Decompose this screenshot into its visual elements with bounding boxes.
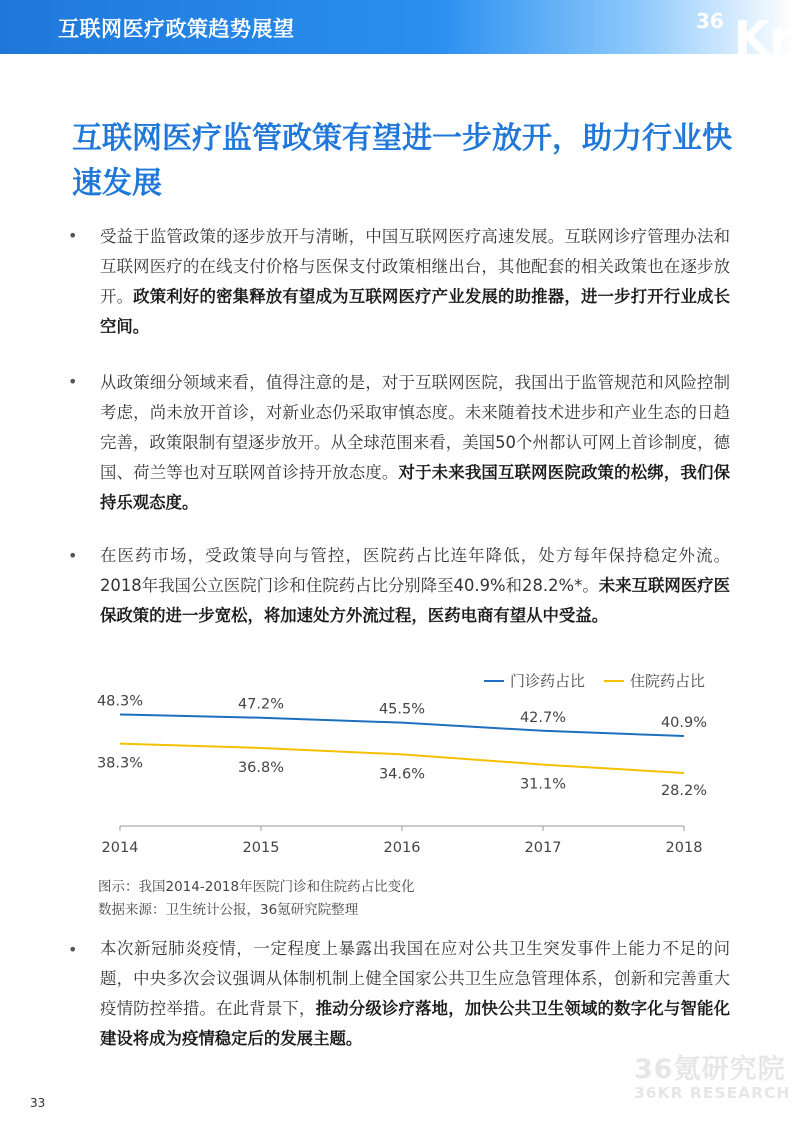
drug-ratio-line-chart: [90, 695, 730, 865]
paragraph-2: [100, 368, 730, 518]
data-label-outpatient-2014: 48.3%: [96, 695, 144, 710]
bullet-1: •: [68, 226, 78, 245]
legend-label-outpatient: 门诊药占比: [510, 672, 586, 690]
bullet-3: •: [68, 546, 78, 565]
bullet-2: •: [68, 372, 78, 391]
page-number: 33: [30, 1096, 46, 1110]
logo-text-36: 36: [696, 9, 724, 33]
data-label-inpatient-2016: 34.6%: [378, 766, 426, 783]
watermark-en: 36KR RESEARCH: [634, 1084, 791, 1102]
paragraph-4-text: 本次新冠肺炎疫情，一定程度上暴露出我国在应对公共卫生突发事件上能力不足的问题，中央多次会议强调从体制机制上健全国家公共卫生应急管理体系，创新和完善重大疫情防控举措。在此背景下，: [100, 939, 730, 1018]
data-label-outpatient-2016: 45.5%: [378, 701, 426, 718]
data-label-inpatient-2015: 36.8%: [237, 759, 285, 776]
page-title: 互联网医疗监管政策有望进一步放开，助力行业快速发展: [72, 121, 732, 201]
paragraph-3-text: 在医药市场，受政策导向与管控，医院药占比连年降低，处方每年保持稳定外流。2018年我国公立医院门诊和住院药占比分别降至40.9%和28.2%*。: [100, 546, 730, 595]
data-label-inpatient-2017: 31.1%: [519, 776, 567, 793]
series-line-outpatient: [120, 715, 684, 737]
logo-text-kr: Kr: [734, 11, 793, 54]
paragraph-2-highlight: 对于未来我国互联网医院政策的松绑，我们保持乐观态度。: [100, 463, 731, 512]
paragraph-4-highlight: 推动分级诊疗落地，加快公共卫生领域的数字化与智能化建设将成为疫情稳定后的发展主题。: [100, 999, 730, 1048]
legend-swatch-outpatient: [484, 680, 504, 682]
bullet-4: •: [68, 940, 78, 959]
paragraph-3: [100, 541, 730, 631]
legend-swatch-inpatient: [604, 680, 624, 682]
x-tick-label-2017: 2017: [524, 840, 562, 856]
paragraph-3-highlight: 未来互联网医疗医保政策的进一步宽松，将加速处方外流过程，医药电商有望从中受益。: [100, 576, 731, 625]
paragraph-2-text: 从政策细分领域来看，值得注意的是，对于互联网医院，我国出于监管规范和风险控制考虑，尚未放开首诊，对新业态仍采取审慎态度。未来随着技术进步和产业生态的日趋完善，政策限制有望逐步放开。从全球范围来看，美国50个州都认可网上首诊制度，德国、荷兰等也对互联网首诊持开放态度。: [100, 373, 730, 482]
data-label-outpatient-2017: 42.7%: [519, 709, 567, 726]
watermark: [634, 1056, 790, 1102]
watermark-cn: 36氪研究院: [634, 1054, 786, 1085]
source-caption: 数据来源：卫生统计公报，36氪研究院整理: [98, 902, 359, 918]
header-title: 互联网医疗政策趋势展望: [58, 17, 295, 41]
paragraph-1-highlight: 政策利好的密集释放有望成为互联网医疗产业发展的助推器，进一步打开行业成长空间。: [100, 287, 731, 336]
data-label-inpatient-2014: 38.3%: [96, 755, 144, 772]
x-tick-label-2015: 2015: [242, 840, 280, 856]
legend-label-inpatient: 住院药占比: [630, 672, 706, 690]
figure-caption: 图示：我国2014-2018年医院门诊和住院药占比变化: [98, 879, 415, 895]
x-tick-label-2018: 2018: [665, 840, 703, 856]
x-tick-label-2016: 2016: [383, 840, 421, 856]
x-tick-label-2014: 2014: [101, 840, 139, 856]
36kr-logo: [696, 0, 794, 54]
data-label-inpatient-2018: 28.2%: [660, 783, 708, 800]
paragraph-4: [100, 934, 730, 1054]
data-label-outpatient-2015: 47.2%: [237, 696, 285, 713]
paragraph-1-text: 受益于监管政策的逐步放开与清晰，中国互联网医疗高速发展。互联网诊疗管理办法和互联网医疗的在线支付价格与医保支付政策相继出台，其他配套的相关政策也在逐步放开。: [100, 227, 730, 306]
paragraph-1: [100, 222, 730, 342]
data-label-outpatient-2018: 40.9%: [660, 715, 708, 732]
